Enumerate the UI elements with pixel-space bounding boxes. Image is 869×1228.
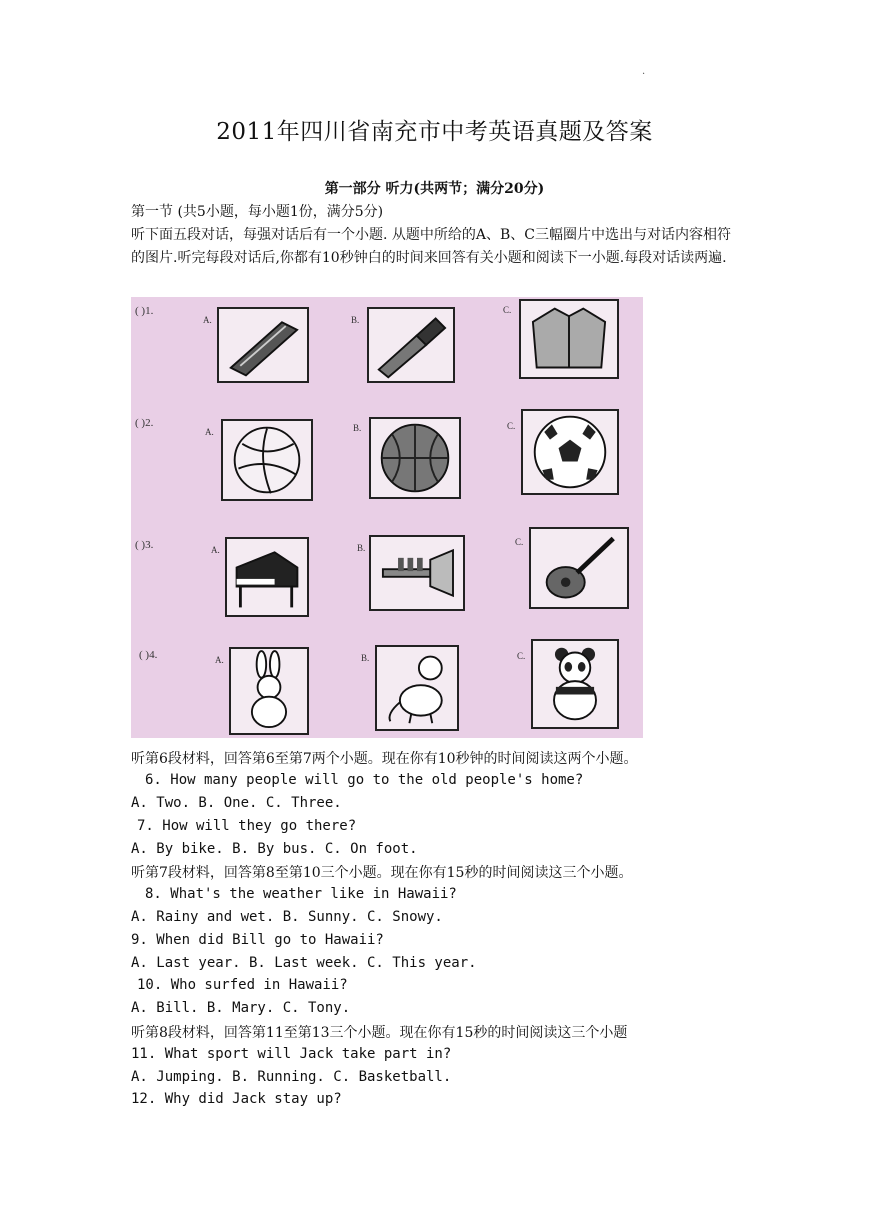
piano-icon	[225, 537, 309, 617]
answer-options: A. Jumping. B. Running. C. Basketball.	[131, 1069, 452, 1085]
answer-options: A. Rainy and wet. B. Sunny. C. Snowy.	[131, 909, 443, 925]
option-label: C.	[503, 305, 512, 315]
pen-icon	[367, 307, 455, 383]
listening-section-intro: 听第7段材料，回答第8至第10三个小题。现在你有15秒的时间阅读这三个小题。	[131, 865, 633, 881]
rabbit-icon	[229, 647, 309, 735]
trumpet-icon	[369, 535, 465, 611]
option-label: A.	[215, 655, 224, 665]
question-label-3: ( )3.	[135, 539, 154, 551]
question-text: 8. What's the weather like in Hawaii?	[145, 886, 457, 902]
dog-icon	[375, 645, 459, 731]
listening-section-intro: 听第6段材料，回答第6至第7两个小题。现在你有10秒钟的时间阅读这两个小题。	[131, 751, 638, 767]
option-label: C.	[515, 537, 524, 547]
question-text: 6. How many people will go to the old people's home?	[145, 772, 584, 788]
listening-section-intro: 听第8段材料，回答第11至第13三个小题。现在你有15秒的时间阅读这三个小题	[131, 1025, 628, 1041]
option-label: A.	[211, 545, 220, 555]
page-dot: .	[642, 66, 646, 77]
volleyball-icon	[221, 419, 313, 501]
option-label: B.	[361, 653, 370, 663]
answer-options: A. Last year. B. Last week. C. This year.	[131, 955, 477, 971]
basketball-icon	[369, 417, 461, 499]
question-label-1: ( )1.	[135, 305, 154, 317]
listening-instructions: 听下面五段对话，每强对话后有一个小题. 从题中所给的A、B、C三幅圈片中选出与对话内容相符的图片.听完每段对话后,你都有10秒钟白的时间来回答有关小题和阅读下一小题.每段对话读两遍.	[131, 227, 732, 266]
question-text: 9. When did Bill go to Hawaii?	[131, 932, 384, 948]
listening-picture-grid	[131, 297, 643, 738]
option-label: A.	[203, 315, 212, 325]
option-label: B.	[351, 315, 360, 325]
guitar-icon	[529, 527, 629, 609]
option-label: C.	[507, 421, 516, 431]
answer-options: A. By bike. B. By bus. C. On foot.	[131, 841, 418, 857]
option-label: C.	[517, 651, 526, 661]
question-label-4: ( )4.	[139, 649, 158, 661]
question-text: 11. What sport will Jack take part in?	[131, 1046, 452, 1062]
question-text: 7. How will they go there?	[137, 818, 357, 834]
option-label: A.	[205, 427, 214, 437]
soccer-ball-icon	[521, 409, 619, 495]
panda-icon	[531, 639, 619, 729]
ruler-icon	[217, 307, 309, 383]
section1-note: 第一节 (共5小题，每小题1份，满分5分)	[131, 204, 384, 220]
page-title: 2011年四川省南充市中考英语真题及答案	[216, 119, 653, 145]
part1-heading: 第一部分 听力(共两节；满分20分)	[324, 181, 545, 197]
option-label: B.	[357, 543, 366, 553]
question-label-2: ( )2.	[135, 417, 154, 429]
question-text: 10. Who surfed in Hawaii?	[137, 977, 348, 993]
jacket-icon	[519, 299, 619, 379]
option-label: B.	[353, 423, 362, 433]
question-text: 12. Why did Jack stay up?	[131, 1091, 342, 1107]
answer-options: A. Two. B. One. C. Three.	[131, 795, 342, 811]
answer-options: A. Bill. B. Mary. C. Tony.	[131, 1000, 351, 1016]
